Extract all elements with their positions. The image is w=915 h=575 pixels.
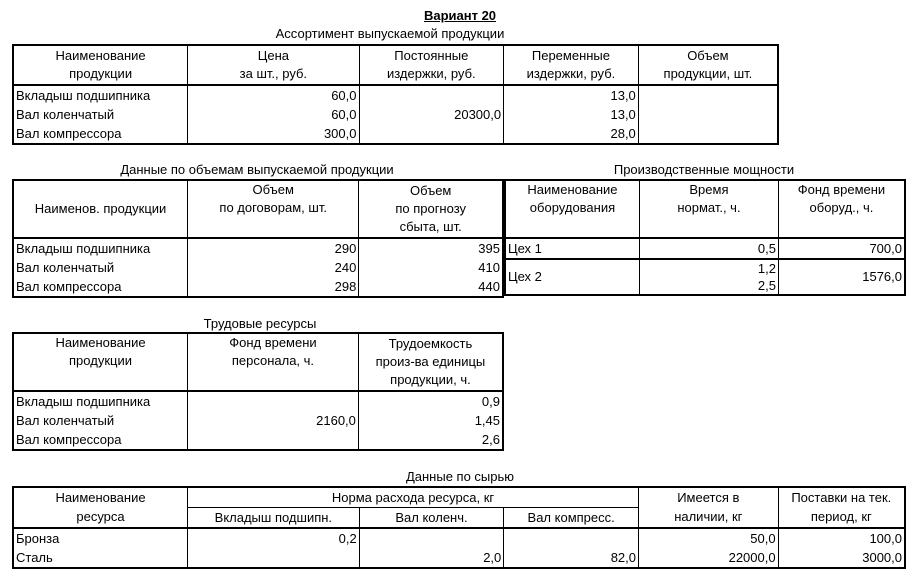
t2-forecast: 395 [478,240,500,256]
table-row [13,258,503,277]
t5-norm [188,548,360,568]
t2-contract: 298 [188,277,359,297]
t5-norm: 2,0 [359,548,504,568]
t4-labor: 2,6 [481,431,500,447]
t5-header-name-1: Наименование [13,487,188,508]
t4-name: Вкладыш подшипника [13,391,188,411]
t2-contract: 290 [188,238,359,258]
t1-variable: 28,0 [504,124,639,144]
capacity-table [504,179,906,296]
assortment-table [12,44,779,145]
t4-fund: 2160,0 [188,391,359,450]
t1-variable: 13,0 [504,85,639,105]
t2-contract: 240 [188,258,359,277]
t5-supply: 3000,0 [862,549,902,565]
t2-name: Вкладыш подшипника [13,238,188,258]
t5-header-sub-3: Вал компресс. [504,508,639,529]
t3-header-time: Время нормат., ч. [639,180,778,238]
table-row [505,238,905,259]
t3-time: 1,2 [639,259,778,277]
t5-name: Бронза [13,528,188,548]
t3-time: 2,5 [639,277,778,295]
t5-header-have-2: наличии, кг [639,508,779,529]
table3-title: Производственные мощности [613,162,795,177]
t4-labor: 0,9 [481,393,500,409]
t5-norm: 0,2 [188,528,360,548]
table-row [13,548,905,568]
table-row [13,391,503,411]
t3-equip: Цех 1 [505,238,639,259]
table1-title: Ассортимент выпускаемой продукции [275,26,505,41]
t5-have: 22000,0 [639,548,779,568]
t1-header-name: Наименование продукции [13,45,188,85]
table-row [13,528,905,548]
t3-time: 0,5 [639,238,778,259]
labor-table [12,332,504,451]
t3-header-fund: Фонд времени оборуд., ч. [797,182,886,215]
t1-price: 300,0 [188,124,359,144]
t1-name: Вал компрессора [13,124,188,144]
t4-labor: 1,45 [474,412,500,428]
t1-price: 60,0 [188,105,359,124]
t1-name: Вал коленчатый [13,105,188,124]
t1-header-variable: Переменные издержки, руб. [504,45,639,85]
t1-name: Вкладыш подшипника [13,85,188,105]
table2-title: Данные по объемам выпускаемой продукции [120,162,394,177]
variant-title: Вариант 20 [423,8,497,23]
t5-header-norm: Норма расхода ресурса, кг [188,487,639,508]
volumes-table [12,179,504,298]
t5-norm [504,528,639,548]
table-row [13,238,503,258]
raw-materials-table [12,486,906,569]
t5-name: Сталь [13,548,188,568]
t5-header-have-1: Имеется в [639,487,779,508]
t4-header-labor: Трудоемкость произ-ва единицы продукции, ч. [375,336,486,387]
t5-header-supply-2: период, кг [810,509,872,525]
table-row [505,259,905,277]
t4-header-fund: Фонд времени персонала, ч. [188,333,359,391]
t5-have: 50,0 [639,528,779,548]
t5-norm: 82,0 [504,548,639,568]
t2-name: Вал коленчатый [13,258,188,277]
t1-header-price: Цена за шт., руб. [188,45,359,85]
t2-forecast: 410 [478,259,500,275]
t3-fund: 1576,0 [862,269,902,284]
t1-variable: 13,0 [504,105,639,124]
t2-header-contract: Объем по договорам, шт. [188,180,359,238]
t1-header-volume: Объем продукции, шт. [663,48,753,81]
table-row [13,277,503,297]
t1-price: 60,0 [188,85,359,105]
t1-fixed: 20300,0 [359,85,504,144]
t2-forecast: 440 [478,278,500,294]
t2-header-forecast: Объем по прогнозу сбыта, шт. [395,183,467,234]
table-row [13,85,778,105]
t5-supply: 100,0 [869,530,902,546]
t3-header-equip: Наименование оборудования [505,180,639,238]
t2-name: Вал компрессора [13,277,188,297]
t5-header-sub-2: Вал коленч. [359,508,504,529]
table4-title: Трудовые ресурсы [203,316,317,331]
t5-header-sub-1: Вкладыш подшипн. [188,508,360,529]
t4-name: Вал компрессора [13,430,188,450]
t2-header-name: Наименов. продукции [13,180,188,238]
t5-norm [359,528,504,548]
t1-volume [638,85,778,144]
t1-header-fixed: Постоянные издержки, руб. [359,45,504,85]
t4-name: Вал коленчатый [13,411,188,430]
t5-header-supply-1: Поставки на тек. [791,489,892,505]
t3-equip: Цех 2 [505,259,639,295]
t4-header-name: Наименование продукции [13,333,188,391]
table5-title: Данные по сырью [405,469,515,484]
t3-fund: 700,0 [869,240,902,256]
t5-header-name-2: ресурса [13,508,188,529]
